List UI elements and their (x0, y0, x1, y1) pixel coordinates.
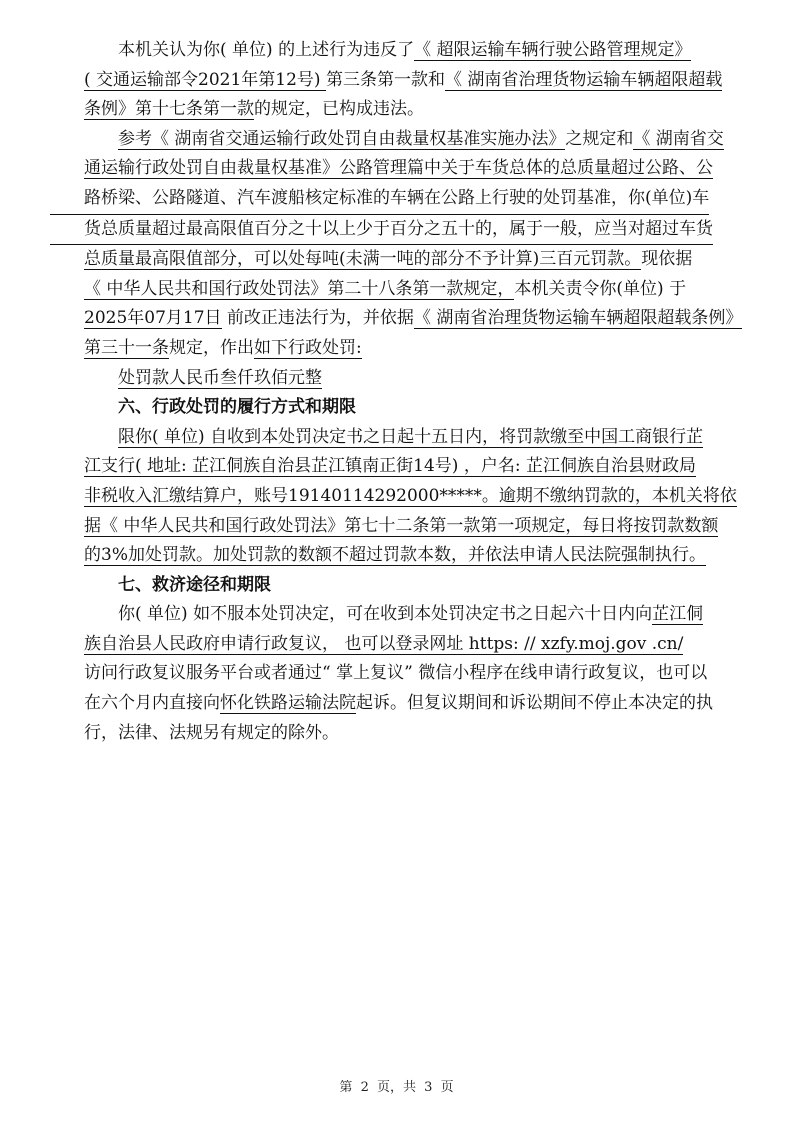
text-run: 三百元罚款。 (539, 249, 642, 270)
page-number: 2 (360, 1080, 369, 1095)
regulation-reference: 条例》第十七条第一款 (84, 99, 254, 120)
footer-text: 第 (339, 1080, 353, 1095)
page-total: 3 (424, 1080, 433, 1095)
line (50, 659, 756, 689)
government-name: 芷江侗 (652, 604, 704, 625)
text-run: 行，法律、法规另有规定的除外。 (84, 722, 339, 743)
text-run: 限你( 单位) 自收到本处罚决定书之日起十五日内，将罚款缴至中国工商银行芷 (118, 426, 704, 447)
text-run: 货总质量超过最高限值百分之十以上少于百分之五十的，属于一般，应当对超过车货 (50, 215, 713, 246)
regulation-reference: ( 交通运输部令2021年第12号) (84, 69, 326, 90)
text-run: 的规定，已构成违法。 (254, 99, 424, 120)
text-run: 起诉。但复议期间和诉讼期间不停止本决定的执 (356, 693, 713, 714)
regulation-reference: 《 湖南省治理货物运输车辆超限超载 (444, 69, 723, 90)
section-7-heading: 七、救济途径和期限 (118, 574, 271, 595)
page-footer (0, 1076, 793, 1095)
law-reference: 《 中华人民共和国行政处罚法》第二十八条第一款规定， (84, 278, 515, 299)
basis-paragraph (84, 125, 756, 364)
text-run: 公路管理篇中关于车货总体的总质量超过公路、公 (339, 158, 713, 179)
text-run: 本机关责令你( (514, 278, 624, 299)
text-run: 如下行政处罚: (254, 337, 362, 358)
line (84, 364, 756, 394)
regulation-reference: 《 超限运输车辆行驶公路管理规定》 (414, 40, 692, 60)
penalty-amount: 处罚款人民币叁仟玖佰元整 (118, 367, 322, 388)
text-run: 据《 中华人民共和国行政处罚法》第七十二条第一款第一项规定，每日将按罚款数额 (84, 515, 719, 536)
text-run: 规定，作出 (169, 337, 254, 358)
court-name: 怀化铁路运输法院 (220, 693, 356, 714)
line (50, 275, 756, 305)
text-run: 总质量最高限值部分，可以处每吨( (84, 249, 346, 270)
regulation-reference: 参考《 湖南省交通运输行政处罚自由裁量权基准实施办法》 (118, 128, 566, 149)
text-run: 江支行( 地址: 芷江侗族自治县芷江镇南正街14号) ，户名: 芷江侗族自治县财政局 (84, 456, 696, 477)
text-run: 访问行政复议服务平台或者通过“ 掌上复议” 微信小程序在线申请行政复议，也可以 (84, 663, 708, 684)
penalty-paragraph (84, 364, 756, 394)
text-run: 本机关认为你( 单位) 的上述行为违反了 (118, 40, 415, 60)
payment-paragraph (84, 423, 756, 571)
line (50, 304, 756, 334)
line (50, 512, 756, 542)
regulation-reference: 通运输行政处罚自由裁量权基准》 (84, 158, 339, 179)
footer-text: 页，共 (376, 1080, 416, 1095)
line (50, 689, 756, 719)
remedy-paragraph (84, 600, 756, 748)
regulation-reference: 《 湖南省交 (633, 128, 724, 149)
line (50, 630, 756, 660)
line (50, 719, 756, 749)
regulation-reference: 《 湖南省治理货物运输车辆超限超载条例》 (413, 308, 743, 329)
text-run: 未满一吨的部分不予计算) (345, 249, 540, 270)
violation-paragraph (84, 36, 756, 125)
line (84, 125, 756, 155)
line (50, 482, 756, 512)
document-page (84, 36, 756, 748)
line (50, 66, 756, 96)
text-run: 单位) (623, 278, 664, 299)
line (84, 600, 756, 630)
text-run: 你( 单位) 如不服本处罚决定，可在收到本处罚决定书之日起六十日内向 (118, 604, 653, 625)
line (50, 541, 756, 571)
text-run: 于 (663, 278, 687, 299)
line (50, 154, 756, 184)
line (50, 334, 756, 364)
deadline-date: 2025年07月17日 (84, 308, 222, 329)
text-run: 之规定和 (565, 128, 634, 149)
text-run: 路桥梁、公路隧道、汽车渡船核定标准的车辆在公路上行驶的处罚基准，你(单位)车 (50, 184, 709, 215)
text-run: 现依据 (641, 249, 693, 270)
line (50, 95, 756, 125)
text-run: 第三条第一款和 (325, 69, 445, 90)
text-run: 非税收入汇缴结算户，账号19140114292000*****。逾期不缴纳罚款的，本机关将依 (84, 485, 737, 506)
regulation-reference: 第三十一条 (84, 337, 169, 358)
review-website: 申请行政复议， 也可以登录网址 https: // xzfy.moj.gov .cn/ (220, 633, 684, 654)
text-run: 的3%加处罚款。加处罚款的数额不超过罚款本数，并依法申请人民法院强制执行。 (84, 545, 706, 566)
line (50, 452, 756, 482)
text-run: 在六个月内直接向 (84, 693, 220, 714)
text-run: 前改正违法行为，并依据 (221, 308, 414, 329)
line (84, 423, 756, 453)
line (84, 36, 756, 66)
line (50, 245, 756, 275)
section-6-heading: 六、行政处罚的履行方式和期限 (118, 397, 356, 418)
government-name: 族自治县人民政府 (84, 633, 220, 654)
footer-text: 页 (440, 1080, 454, 1095)
